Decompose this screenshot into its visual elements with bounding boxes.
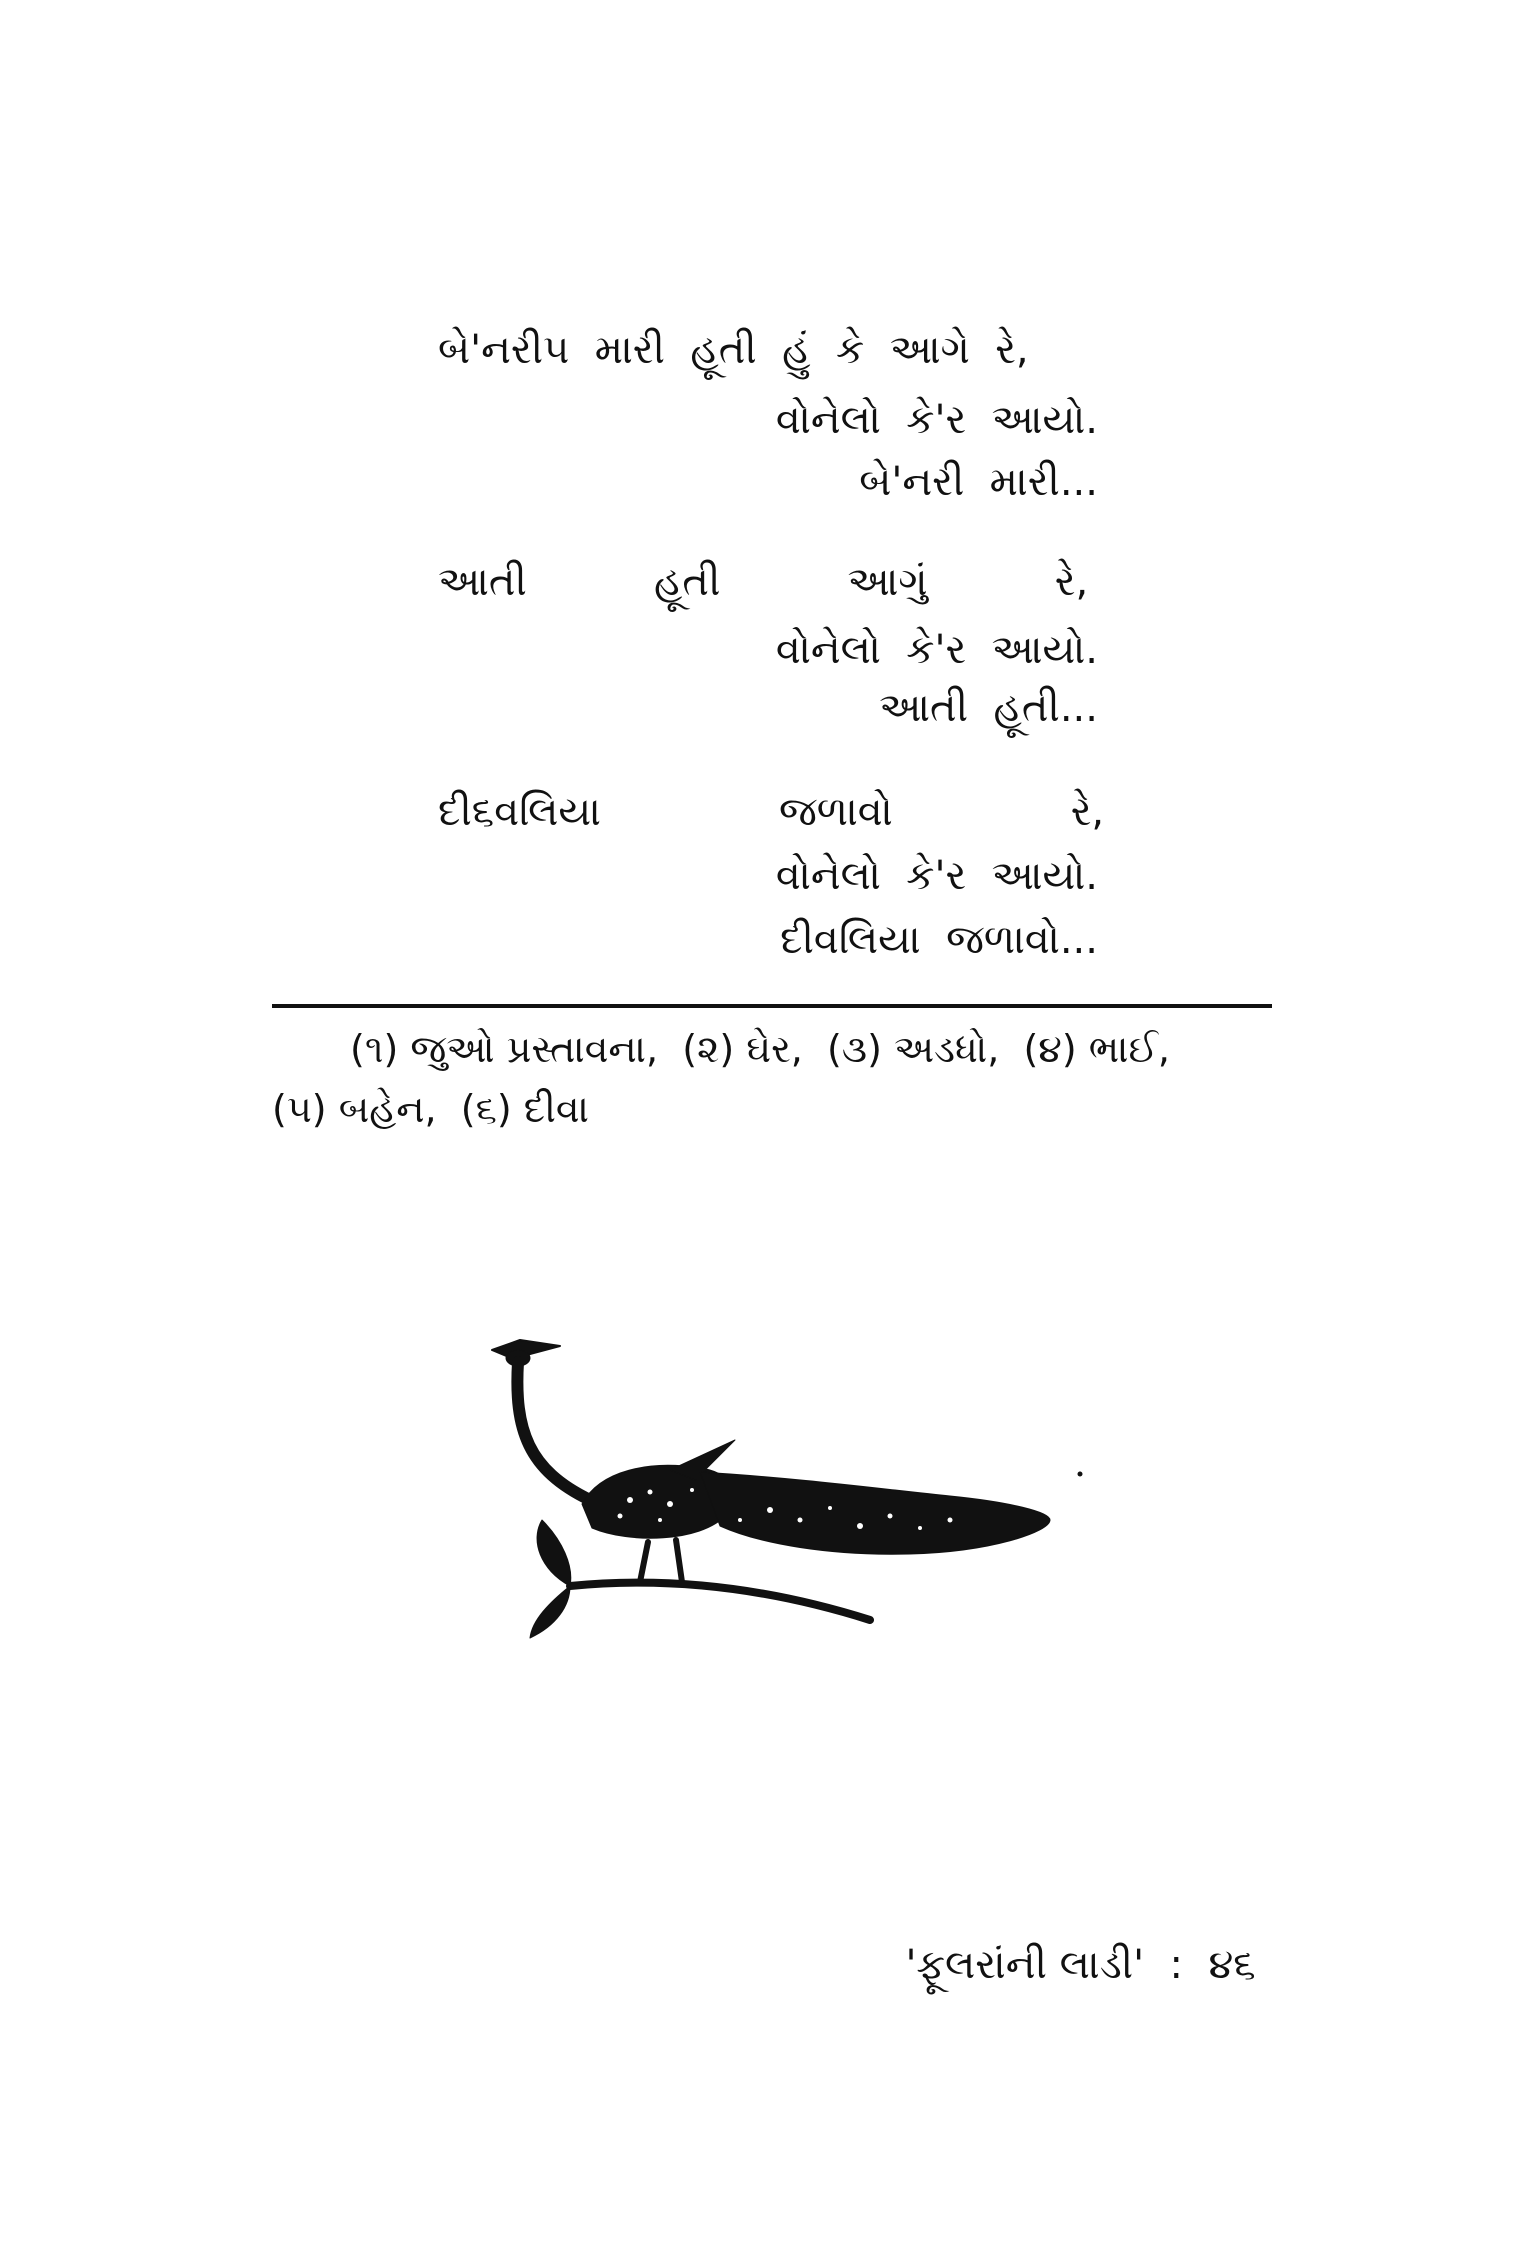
verse-repeat-line: આતી હૂતી... xyxy=(879,685,1098,731)
footer-separator: : xyxy=(1169,1942,1184,1988)
verse-refrain-line: વોનેલો કે'ર આયો. xyxy=(775,853,1098,899)
page-footer xyxy=(880,1905,1256,1988)
verse-refrain-line: વોનેલો કે'ર આયો. xyxy=(775,627,1098,673)
verse-repeat-line: બે'નરી મારી... xyxy=(859,459,1098,505)
peacock-on-branch-icon xyxy=(470,1320,1110,1640)
verse-repeat-line: દીવલિયા જળાવો... xyxy=(780,917,1098,963)
verse-line: બે'નરી૫ મારી હૂતી હું કે આગે રે, xyxy=(438,327,1029,373)
book-title: 'ફૂલરાંની લાડી' xyxy=(905,1942,1145,1988)
page-number: ૪૬ xyxy=(1208,1942,1256,1988)
verse-refrain-line: વોનેલો કે'ર આયો. xyxy=(775,397,1098,443)
footnote-divider xyxy=(272,1004,1272,1008)
verse-line: આતી હૂતી આગું રે, xyxy=(438,559,1089,605)
verse-line: દી૬વલિયા જળાવો રે, xyxy=(438,789,1105,835)
footnote-line: (૫) બહેન, (૬) દીવા xyxy=(272,1087,589,1131)
footnote-line: (૧) જુઓ પ્રસ્તાવના, (૨) ઘેર, (૩) અડધો, (૪) ભાઈ, xyxy=(350,1027,1170,1071)
